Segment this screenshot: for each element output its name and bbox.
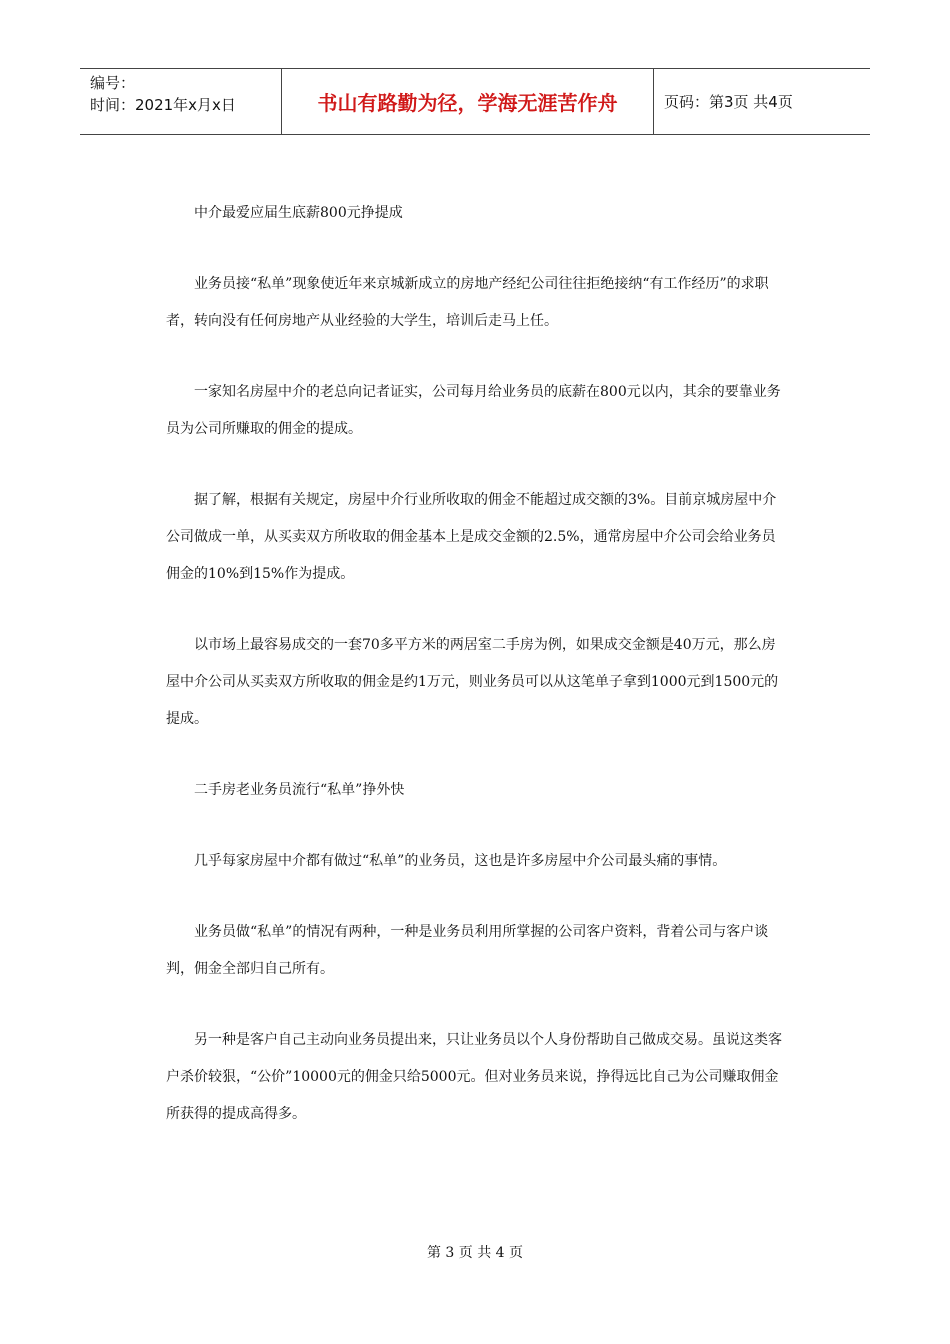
paragraph: 业务员做“私单”的情况有两种，一种是业务员利用所掌握的公司客户资料，背着公司与客户谈判，佣金全部归自己所有。 bbox=[166, 924, 769, 977]
header-motto: 书山有路勤为径，学海无涯苦作舟 bbox=[282, 69, 654, 134]
header-meta bbox=[80, 69, 282, 134]
paragraph: 据了解，根据有关规定，房屋中介行业所收取的佣金不能超过成交额的3%。目前京城房屋中介公司做成一单，从买卖双方所收取的佣金基本上是成交金额的2.5%，通常房屋中介公司会给业务员佣金的10%到15%作为提成。 bbox=[166, 492, 777, 582]
document-time-label: 时间：2021年x月x日 bbox=[90, 96, 236, 114]
paragraph-heading-2: 二手房老业务员流行“私单”挣外快 bbox=[194, 782, 405, 798]
document-number-label: 编号： bbox=[90, 74, 136, 92]
paragraph: 一家知名房屋中介的老总向记者证实，公司每月给业务员的底薪在800元以内，其余的要靠业务员为公司所赚取的佣金的提成。 bbox=[166, 384, 781, 437]
paragraph: 业务员接“私单”现象使近年来京城新成立的房地产经纪公司往往拒绝接纳“有工作经历”的求职者，转向没有任何房地产从业经验的大学生，培训后走马上任。 bbox=[166, 276, 769, 329]
paragraph-heading-1: 中介最爱应届生底薪800元挣提成 bbox=[194, 205, 403, 221]
header-page-number: 页码：第3页 共4页 bbox=[664, 93, 793, 111]
paragraph: 另一种是客户自己主动向业务员提出来，只让业务员以个人身份帮助自己做成交易。虽说这类客户杀价较狠，“公价”10000元的佣金只给5000元。但对业务员来说，挣得远比自己为公司赚取佣金所获得的提成高得多。 bbox=[166, 1032, 782, 1122]
page-header bbox=[80, 68, 870, 135]
page-footer: 第 3 页 共 4 页 bbox=[426, 1245, 524, 1261]
document-body bbox=[166, 195, 788, 1167]
paragraph: 以市场上最容易成交的一套70多平方米的两居室二手房为例，如果成交金额是40万元，那么房屋中介公司从买卖双方所收取的佣金是约1万元，则业务员可以从这笔单子拿到1000元到1500元的提成。 bbox=[166, 637, 779, 727]
paragraph: 几乎每家房屋中介都有做过“私单”的业务员，这也是许多房屋中介公司最头痛的事情。 bbox=[194, 853, 727, 869]
